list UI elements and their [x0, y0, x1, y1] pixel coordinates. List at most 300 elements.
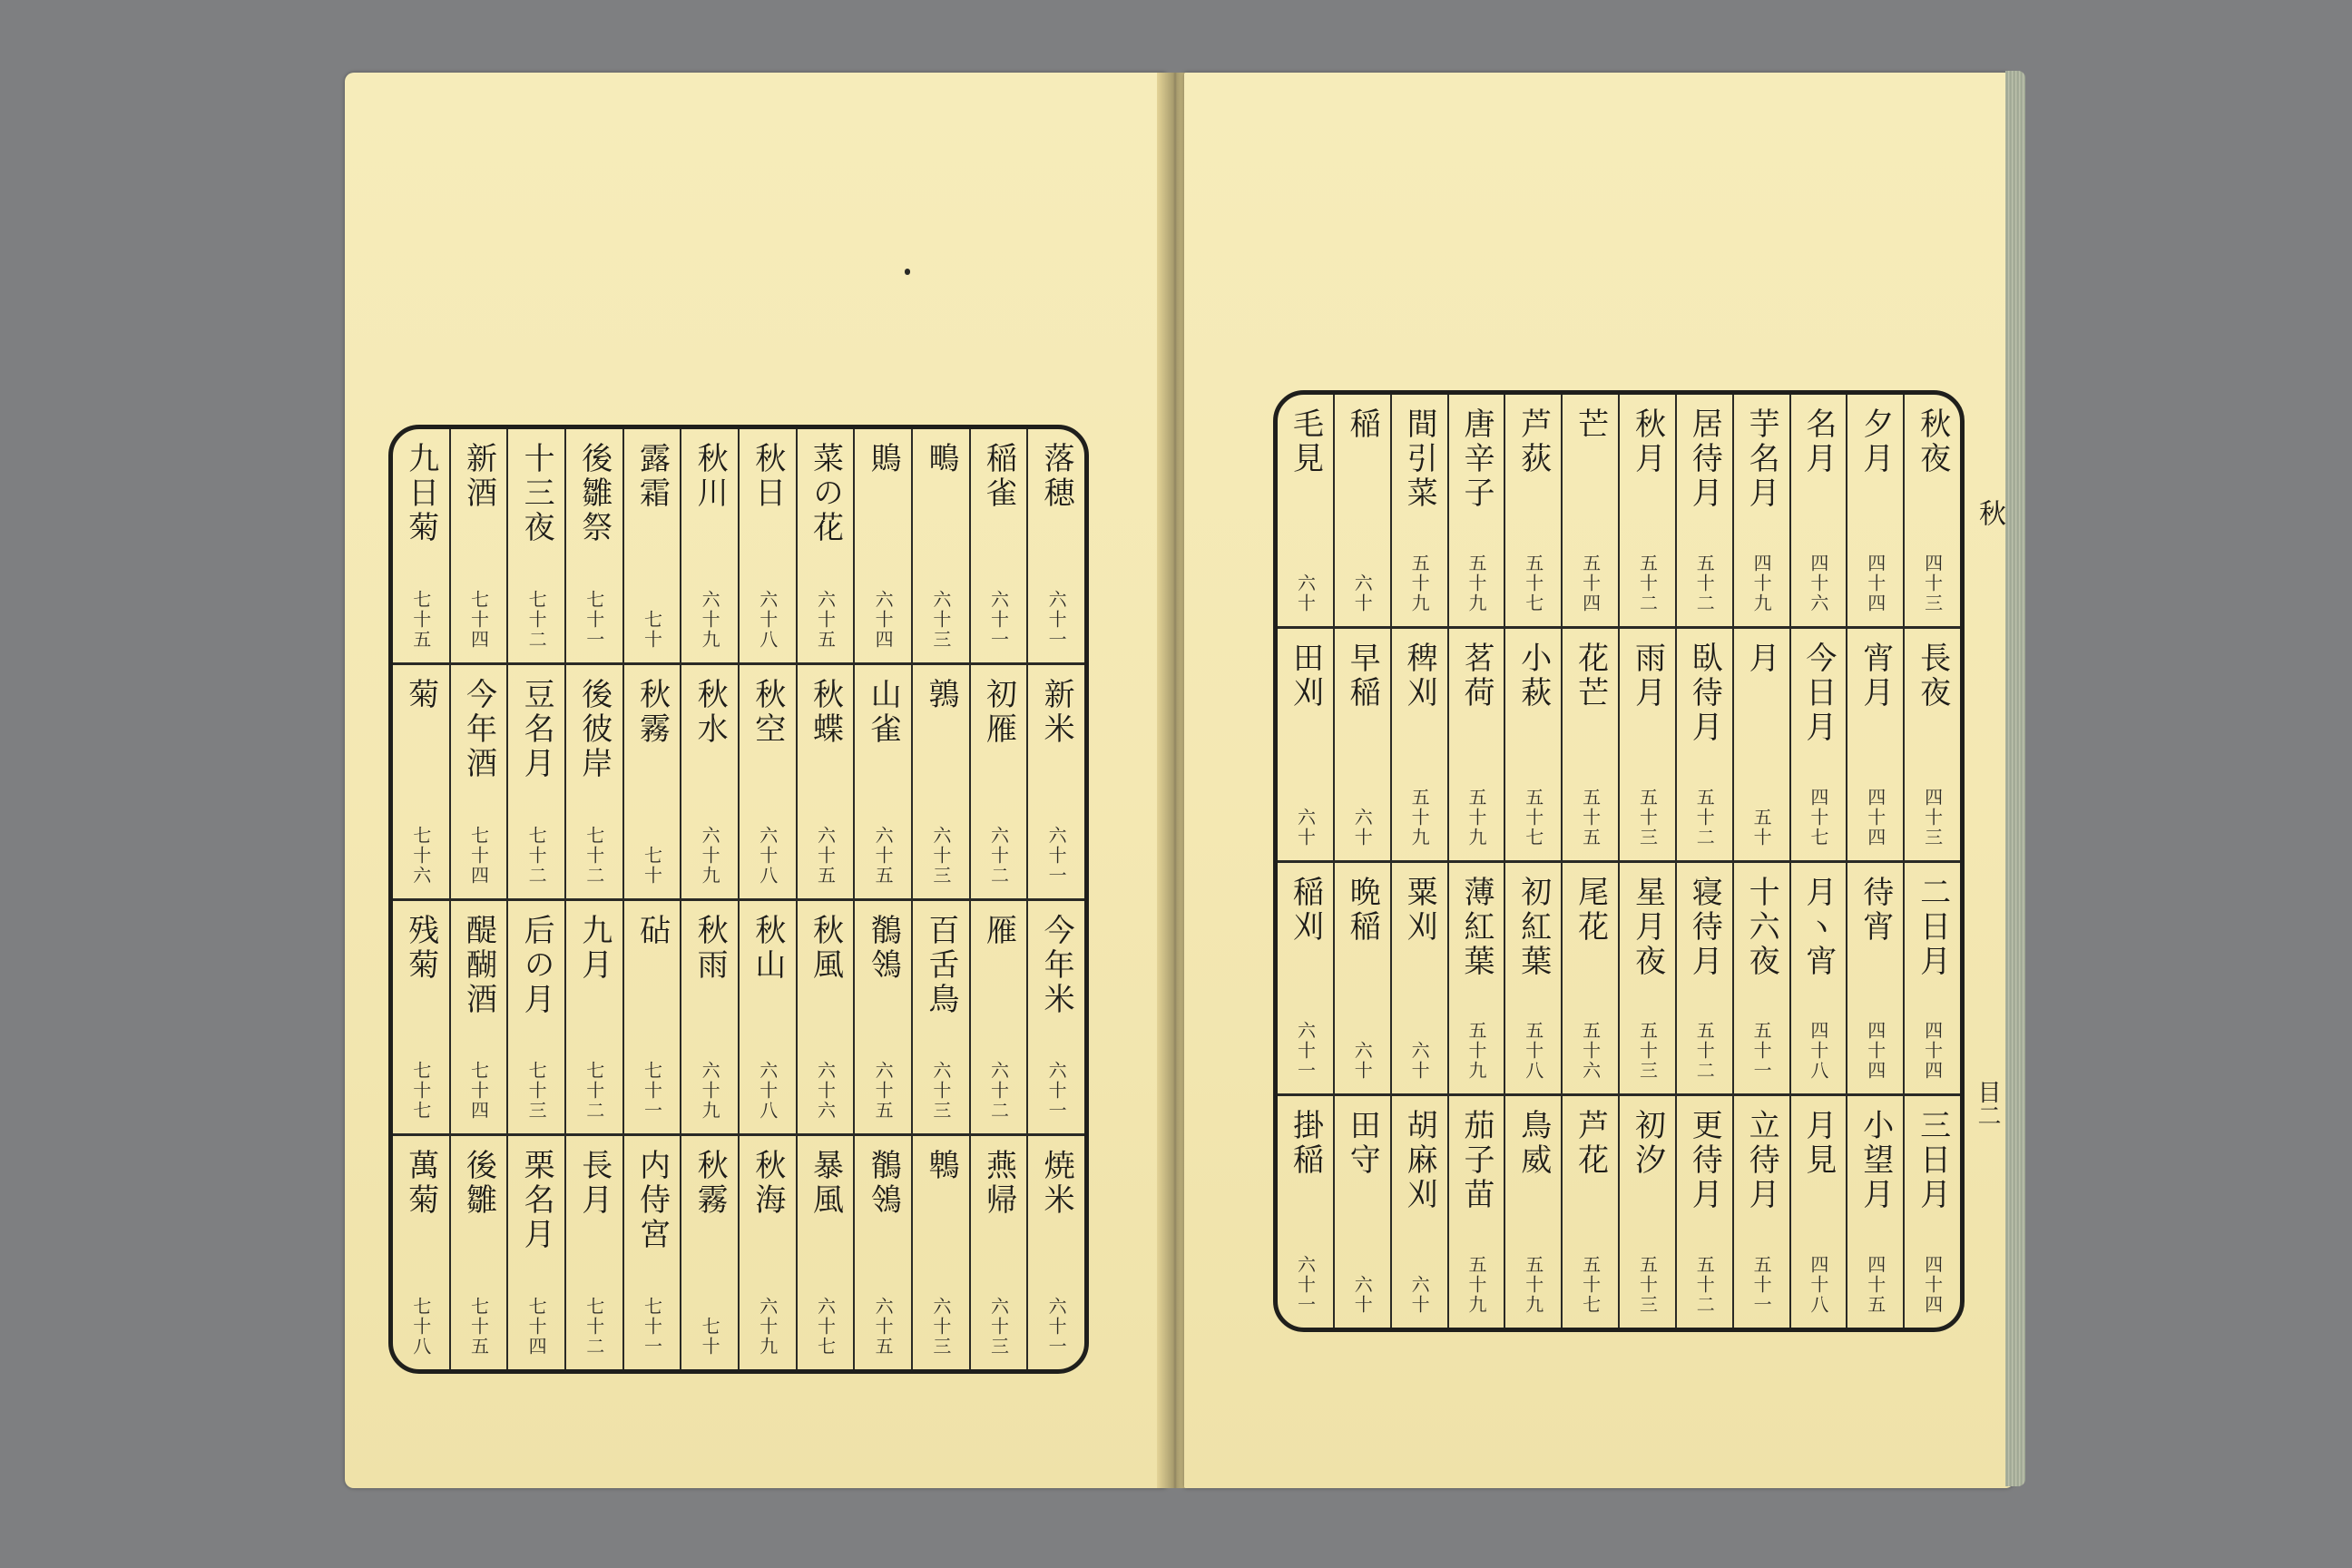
index-entry [566, 1136, 622, 1369]
entry-page-number: 七十一 [641, 1297, 663, 1357]
entry-page-number: 五十七 [1522, 553, 1544, 613]
entry-term: 毛見 [1287, 407, 1324, 476]
index-entry [1734, 629, 1789, 863]
index-entry [393, 1136, 449, 1369]
entry-term: 寝待月 [1686, 875, 1723, 979]
index-entry [681, 665, 738, 901]
entry-term: 月 [1743, 641, 1780, 676]
index-entry [1335, 863, 1390, 1097]
index-column [911, 429, 969, 1369]
entry-page-number: 六十六 [814, 1061, 837, 1122]
entry-page-number: 六十三 [929, 1061, 952, 1122]
index-entry [740, 665, 796, 901]
index-entry [624, 901, 681, 1137]
entry-page-number: 四十七 [1807, 787, 1829, 848]
index-entry [971, 901, 1027, 1137]
entry-term: 鳥威 [1514, 1109, 1552, 1179]
index-entry [1734, 395, 1789, 629]
entry-term: 豆名月 [518, 677, 555, 781]
index-entry [1563, 629, 1618, 863]
entry-term: 晩稲 [1344, 875, 1381, 945]
entry-page-number: 六十 [1351, 573, 1374, 613]
entry-page-number: 五十二 [1693, 553, 1716, 613]
entry-term: 雨月 [1629, 641, 1666, 710]
index-entry [1028, 1136, 1084, 1369]
entry-page-number: 五十九 [1522, 1255, 1544, 1315]
index-entry [1278, 629, 1333, 863]
entry-term: 田守 [1344, 1109, 1381, 1179]
index-column [1732, 395, 1789, 1328]
left-index-table [388, 425, 1089, 1374]
entry-page-number: 四十八 [1807, 1255, 1829, 1315]
index-entry [913, 901, 969, 1137]
entry-term: 田刈 [1287, 641, 1324, 710]
index-entry [1278, 1096, 1333, 1328]
entry-term: 早稲 [1344, 641, 1381, 710]
entry-term: 今日月 [1799, 641, 1837, 745]
index-entry [1677, 395, 1732, 629]
entry-term: 焼米 [1038, 1149, 1075, 1219]
index-column [1333, 395, 1390, 1328]
index-column [1278, 395, 1333, 1328]
entry-term: 菊 [402, 677, 439, 712]
entry-term: 秋川 [691, 442, 729, 511]
index-entry [624, 429, 681, 665]
entry-term: 尾花 [1572, 875, 1609, 945]
index-entry [740, 429, 796, 665]
entry-term: 秋霧 [633, 677, 671, 747]
entry-term: 栗名月 [518, 1149, 555, 1253]
entry-term: 新米 [1038, 677, 1075, 747]
entry-term: 醍醐酒 [460, 913, 497, 1017]
index-entry [798, 901, 854, 1137]
index-entry [566, 429, 622, 665]
entry-term: 秋夜 [1914, 407, 1951, 476]
index-entry [1505, 863, 1561, 1097]
index-entry [508, 429, 564, 665]
entry-term: 二日月 [1914, 875, 1951, 979]
entry-page-number: 五十九 [1465, 1255, 1487, 1315]
entry-page-number: 五十九 [1465, 787, 1487, 848]
entry-term: 秋日 [749, 442, 786, 511]
entry-page-number: 七十一 [641, 1061, 663, 1122]
index-entry [1734, 863, 1789, 1097]
index-column [680, 429, 738, 1369]
entry-page-number: 六十五 [814, 589, 837, 650]
entry-page-number: 四十三 [1921, 787, 1944, 848]
index-entry [1449, 863, 1504, 1097]
index-entry [508, 1136, 564, 1369]
entry-term: 稲刈 [1287, 875, 1324, 945]
entry-page-number: 七十五 [467, 1297, 490, 1357]
entry-page-number: 六十三 [929, 825, 952, 886]
entry-term: 月見 [1799, 1109, 1837, 1179]
entry-term: 后の月 [518, 913, 555, 1017]
entry-page-number: 五十八 [1522, 1021, 1544, 1082]
page-label: 目二 [1974, 1080, 2001, 1127]
entry-page-number: 六十二 [987, 825, 1010, 886]
index-entry [1677, 629, 1732, 863]
index-column [796, 429, 854, 1369]
index-column [506, 429, 564, 1369]
entry-term: 露霜 [633, 442, 671, 511]
index-entry [740, 1136, 796, 1369]
entry-page-number: 五十七 [1579, 1255, 1602, 1315]
index-entry [508, 665, 564, 901]
index-entry [1791, 863, 1847, 1097]
entry-page-number: 四十八 [1807, 1021, 1829, 1082]
index-entry [1278, 395, 1333, 629]
entry-page-number: 五十三 [1636, 1021, 1659, 1082]
index-entry [971, 429, 1027, 665]
index-entry [1847, 1096, 1903, 1328]
index-entry [451, 429, 507, 665]
entry-term: 三日月 [1914, 1109, 1951, 1213]
entry-term: 小萩 [1514, 641, 1552, 710]
entry-term: 稲雀 [980, 442, 1017, 511]
index-entry [1847, 395, 1903, 629]
entry-page-number: 六十一 [1045, 825, 1068, 886]
index-entry [1620, 395, 1675, 629]
index-column [1675, 395, 1732, 1328]
index-entry [1791, 1096, 1847, 1328]
entry-page-number: 七十二 [583, 1297, 605, 1357]
index-column [969, 429, 1027, 1369]
entry-page-number: 六十 [1408, 1041, 1431, 1082]
entry-page-number: 六十一 [1045, 589, 1068, 650]
entry-page-number: 五十二 [1693, 1021, 1716, 1082]
entry-page-number: 四十四 [1921, 1255, 1944, 1315]
entry-term: 鶺鴒 [865, 1149, 902, 1219]
index-entry [451, 665, 507, 901]
index-entry [1905, 395, 1960, 629]
index-entry [1392, 863, 1447, 1097]
index-entry [1028, 665, 1084, 901]
index-column [1561, 395, 1618, 1328]
entry-term: 山雀 [865, 677, 902, 747]
entry-term: 今年酒 [460, 677, 497, 781]
entry-term: 粟刈 [1401, 875, 1438, 945]
entry-term: 芋名月 [1743, 407, 1780, 511]
entry-term: 間引菜 [1401, 407, 1438, 511]
entry-term: 芦花 [1572, 1109, 1609, 1179]
index-entry [1449, 629, 1504, 863]
entry-page-number: 四十三 [1921, 553, 1944, 613]
entry-page-number: 四十四 [1864, 553, 1886, 613]
entry-page-number: 六十五 [872, 1061, 895, 1122]
entry-term: 芒 [1572, 407, 1609, 442]
entry-page-number: 七十四 [467, 1061, 490, 1122]
index-entry [971, 1136, 1027, 1369]
entry-term: 十三夜 [518, 442, 555, 545]
entry-page-number: 六十一 [1294, 1021, 1317, 1082]
entry-page-number: 五十 [1750, 807, 1773, 848]
entry-term: 九日菊 [402, 442, 439, 545]
entry-term: 小望月 [1857, 1109, 1894, 1213]
index-column [622, 429, 681, 1369]
entry-page-number: 五十六 [1579, 1021, 1602, 1082]
index-entry [1791, 395, 1847, 629]
ink-spot [905, 269, 910, 275]
entry-page-number: 六十 [1294, 573, 1317, 613]
entry-term: 初雁 [980, 677, 1017, 747]
entry-page-number: 七十二 [583, 825, 605, 886]
index-entry [393, 429, 449, 665]
entry-term: 内侍宮 [633, 1149, 671, 1253]
index-entry [1335, 629, 1390, 863]
entry-term: 更待月 [1686, 1109, 1723, 1213]
entry-term: 立待月 [1743, 1109, 1780, 1213]
entry-page-number: 六十九 [699, 1061, 721, 1122]
entry-page-number: 五十二 [1693, 1255, 1716, 1315]
index-column [1447, 395, 1504, 1328]
index-entry [913, 429, 969, 665]
index-entry [508, 901, 564, 1137]
entry-page-number: 七十二 [525, 825, 548, 886]
entry-term: 初紅葉 [1514, 875, 1552, 979]
entry-term: 雁 [980, 913, 1017, 948]
index-column [1789, 395, 1847, 1328]
entry-term: 今年米 [1038, 913, 1075, 1017]
index-entry [1505, 395, 1561, 629]
entry-page-number: 七十五 [409, 589, 432, 650]
entry-page-number: 六十七 [814, 1297, 837, 1357]
index-entry [1905, 629, 1960, 863]
index-entry [1677, 1096, 1732, 1328]
entry-term: 砧 [633, 913, 671, 948]
entry-term: 稗刈 [1401, 641, 1438, 710]
entry-term: 秋風 [807, 913, 844, 983]
entry-term: 胡麻刈 [1401, 1109, 1438, 1213]
entry-page-number: 七十四 [467, 825, 490, 886]
entry-page-number: 六十五 [872, 1297, 895, 1357]
entry-page-number: 五十三 [1636, 787, 1659, 848]
entry-term: 秋月 [1629, 407, 1666, 476]
entry-page-number: 四十五 [1864, 1255, 1886, 1315]
entry-page-number: 六十一 [1294, 1255, 1317, 1315]
right-index-grid [1278, 395, 1960, 1328]
index-column [1390, 395, 1447, 1328]
entry-page-number: 七十七 [409, 1061, 432, 1122]
index-entry [624, 1136, 681, 1369]
entry-term: 秋水 [691, 677, 729, 747]
entry-page-number: 七十 [699, 1317, 721, 1357]
entry-term: 茄子苗 [1457, 1109, 1494, 1213]
index-entry [1335, 1096, 1390, 1328]
index-entry [1563, 1096, 1618, 1328]
entry-term: 鵙 [865, 442, 902, 476]
entry-page-number: 五十一 [1750, 1255, 1773, 1315]
index-entry [1677, 863, 1732, 1097]
entry-page-number: 六十 [1351, 1275, 1374, 1315]
index-entry [798, 429, 854, 665]
entry-term: 名月 [1799, 407, 1837, 476]
section-title: 秋 [1974, 499, 2005, 526]
index-entry [1505, 1096, 1561, 1328]
index-entry [1505, 629, 1561, 863]
entry-term: 鵯 [922, 1149, 959, 1184]
entry-page-number: 六十五 [872, 825, 895, 886]
index-column [1618, 395, 1675, 1328]
entry-page-number: 七十四 [467, 589, 490, 650]
entry-page-number: 五十四 [1579, 553, 1602, 613]
entry-page-number: 六十 [1351, 1041, 1374, 1082]
entry-term: 秋海 [749, 1149, 786, 1219]
index-entry [913, 1136, 969, 1369]
index-entry [566, 901, 622, 1137]
entry-term: 月ヽ宵 [1799, 875, 1837, 979]
entry-page-number: 六十九 [699, 589, 721, 650]
entry-term: 落穂 [1038, 442, 1075, 511]
entry-page-number: 七十四 [525, 1297, 548, 1357]
entry-term: 秋雨 [691, 913, 729, 983]
entry-term: 秋蝶 [807, 677, 844, 747]
entry-term: 九月 [575, 913, 612, 983]
entry-page-number: 六十九 [756, 1297, 779, 1357]
entry-term: 新酒 [460, 442, 497, 511]
index-entry [913, 665, 969, 901]
entry-page-number: 四十四 [1864, 1021, 1886, 1082]
entry-page-number: 四十六 [1807, 553, 1829, 613]
index-entry [1847, 629, 1903, 863]
entry-term: 暴風 [807, 1149, 844, 1219]
entry-page-number: 五十九 [1465, 553, 1487, 613]
entry-page-number: 五十二 [1636, 553, 1659, 613]
index-entry [1620, 863, 1675, 1097]
entry-page-number: 七十三 [525, 1061, 548, 1122]
entry-term: 星月夜 [1629, 875, 1666, 979]
entry-page-number: 六十四 [872, 589, 895, 650]
index-entry [1620, 1096, 1675, 1328]
entry-term: 初汐 [1629, 1109, 1666, 1179]
entry-page-number: 五十二 [1693, 787, 1716, 848]
entry-term: 秋山 [749, 913, 786, 983]
page-edges [2005, 71, 2025, 1486]
entry-term: 鶉 [922, 677, 959, 712]
entry-page-number: 六十八 [756, 589, 779, 650]
entry-page-number: 五十一 [1750, 1021, 1773, 1082]
entry-page-number: 六十一 [1045, 1297, 1068, 1357]
index-column [1026, 429, 1084, 1369]
entry-term: 鶺鴒 [865, 913, 902, 983]
entry-page-number: 七十一 [583, 589, 605, 650]
entry-page-number: 七十 [641, 845, 663, 886]
entry-page-number: 六十八 [756, 1061, 779, 1122]
index-entry [451, 1136, 507, 1369]
index-entry [1905, 863, 1960, 1097]
entry-page-number: 六十三 [929, 589, 952, 650]
index-entry [855, 901, 911, 1137]
index-entry [798, 1136, 854, 1369]
entry-page-number: 五十九 [1408, 787, 1431, 848]
entry-page-number: 六十二 [987, 1061, 1010, 1122]
entry-page-number: 六十八 [756, 825, 779, 886]
index-entry [1449, 1096, 1504, 1328]
entry-page-number: 五十三 [1636, 1255, 1659, 1315]
entry-term: 茗荷 [1457, 641, 1494, 710]
index-column [1504, 395, 1561, 1328]
entry-page-number: 五十九 [1465, 1021, 1487, 1082]
entry-term: 稲 [1344, 407, 1381, 442]
index-entry [566, 665, 622, 901]
entry-term: 長夜 [1914, 641, 1951, 710]
index-entry [1905, 1096, 1960, 1328]
entry-term: 十六夜 [1743, 875, 1780, 979]
index-entry [1563, 395, 1618, 629]
index-entry [1392, 629, 1447, 863]
entry-term: 後彼岸 [575, 677, 612, 781]
entry-term: 夕月 [1857, 407, 1894, 476]
index-column [853, 429, 911, 1369]
entry-page-number: 六十三 [987, 1297, 1010, 1357]
entry-page-number: 六十五 [814, 825, 837, 886]
entry-page-number: 七十二 [525, 589, 548, 650]
entry-term: 鴫 [922, 442, 959, 476]
entry-term: 待宵 [1857, 875, 1894, 945]
entry-page-number: 七十二 [583, 1061, 605, 1122]
index-entry [1392, 395, 1447, 629]
index-entry [681, 1136, 738, 1369]
left-index-grid [393, 429, 1084, 1369]
index-column [1846, 395, 1903, 1328]
entry-page-number: 四十九 [1750, 553, 1773, 613]
index-entry [1028, 429, 1084, 665]
index-entry [855, 1136, 911, 1369]
entry-term: 掛稲 [1287, 1109, 1324, 1179]
entry-term: 後雛祭 [575, 442, 612, 545]
entry-term: 菜の花 [807, 442, 844, 545]
index-entry [971, 665, 1027, 901]
entry-page-number: 六十一 [987, 589, 1010, 650]
index-entry [451, 901, 507, 1137]
entry-page-number: 六十 [1351, 807, 1374, 848]
right-index-table [1273, 390, 1965, 1332]
index-entry [1278, 863, 1333, 1097]
entry-page-number: 七十 [641, 609, 663, 650]
entry-page-number: 四十四 [1921, 1021, 1944, 1082]
index-column [449, 429, 507, 1369]
index-column [738, 429, 796, 1369]
entry-term: 秋霧 [691, 1149, 729, 1219]
entry-term: 芦荻 [1514, 407, 1552, 476]
entry-term: 居待月 [1686, 407, 1723, 511]
entry-term: 百舌鳥 [922, 913, 959, 1017]
index-column [564, 429, 622, 1369]
entry-page-number: 五十五 [1579, 787, 1602, 848]
entry-term: 宵月 [1857, 641, 1894, 710]
index-entry [855, 429, 911, 665]
index-entry [1791, 629, 1847, 863]
index-entry [1847, 863, 1903, 1097]
index-entry [681, 429, 738, 665]
entry-term: 薄紅葉 [1457, 875, 1494, 979]
index-entry [1028, 901, 1084, 1137]
entry-page-number: 五十九 [1408, 553, 1431, 613]
entry-page-number: 六十 [1408, 1275, 1431, 1315]
index-entry [1734, 1096, 1789, 1328]
index-column [1903, 395, 1960, 1328]
entry-page-number: 六十 [1294, 807, 1317, 848]
entry-page-number: 七十六 [409, 825, 432, 886]
entry-page-number: 四十四 [1864, 787, 1886, 848]
entry-term: 長月 [575, 1149, 612, 1219]
entry-term: 秋空 [749, 677, 786, 747]
entry-term: 臥待月 [1686, 641, 1723, 745]
entry-term: 萬菊 [402, 1149, 439, 1219]
entry-page-number: 六十三 [929, 1297, 952, 1357]
entry-page-number: 七十八 [409, 1297, 432, 1357]
index-entry [393, 901, 449, 1137]
